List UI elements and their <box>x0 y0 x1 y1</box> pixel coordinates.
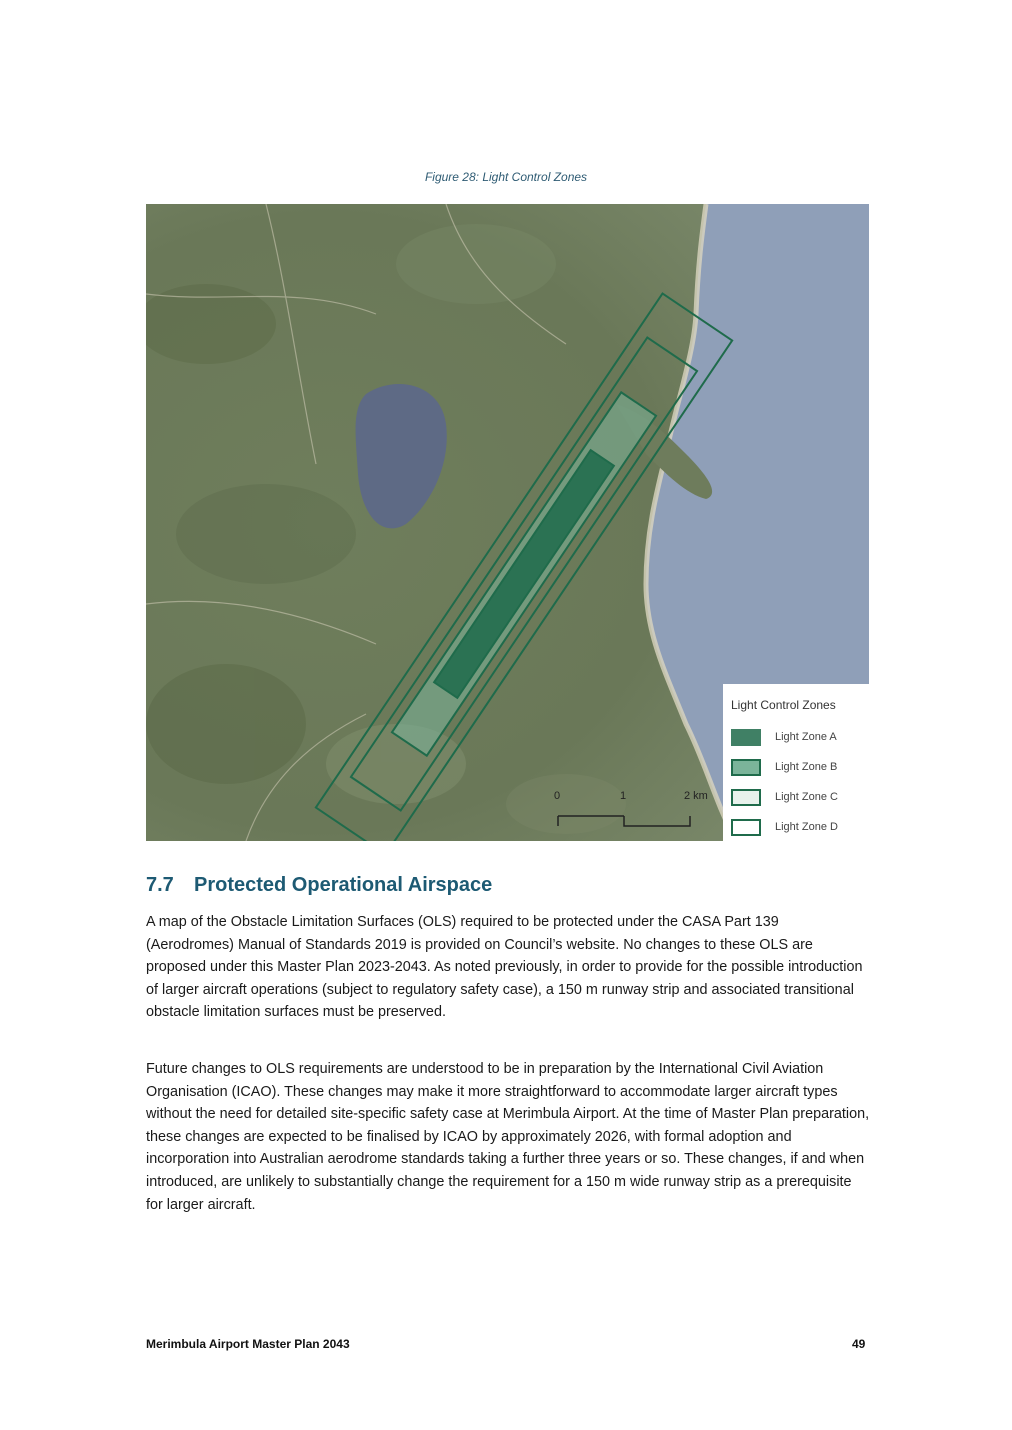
paragraph: Future changes to OLS requirements are understood to be in preparation by the International Civil Aviation Organisation (ICAO). These changes may make it more straightforward to accommodate larger aircraft types without the need for detailed site-specific safety case at Merimbula Airport. At the time of Master Plan preparation, these changes are expected to be finalised by ICAO by approximately 2026, with formal adoption and incorporation into Australian aerodrome standards taking a further three years or so. These changes, if and when introduced, are unlikely to substantially change the requirement for a 150 m wide runway strip as a prerequisite for larger aircraft. <box>146 1061 870 1213</box>
legend-item-zone-d <box>731 812 869 841</box>
legend-label: Light Zone B <box>775 761 838 773</box>
footer-title: Merimbula Airport Master Plan 2043 <box>146 1337 350 1351</box>
legend-swatch-zone-d <box>731 819 761 836</box>
scale-label-2km: 2 km <box>684 790 708 802</box>
legend-item-zone-a <box>731 722 869 752</box>
paragraph: A map of the Obstacle Limitation Surfaces (OLS) required to be protected under the CASA Part 139 (Aerodromes) Manual of Standards 2019 is provided on Council’s website. No changes to these OLS are proposed under this Master Plan 2023-2043. As noted previously, in order to provide for the possible introduction of larger aircraft operations (subject to regulatory safety case), a 150 m runway strip and associated transitional obstacle limitation surfaces must be preserved. <box>146 914 863 1021</box>
legend-swatch-zone-a <box>731 729 761 746</box>
scale-label-0: 0 <box>554 790 561 802</box>
page-number: 49 <box>852 1337 866 1351</box>
legend-label: Light Zone C <box>775 791 838 803</box>
section-title: Protected Operational Airspace <box>194 874 493 896</box>
figure-caption: Figure 28: Light Control Zones <box>424 170 588 184</box>
map-legend <box>723 684 869 841</box>
legend-item-zone-c <box>731 782 869 812</box>
legend-label: Light Zone D <box>775 821 838 833</box>
legend-title: Light Control Zones <box>731 698 836 712</box>
scale-label-1: 1 <box>620 790 627 802</box>
legend-swatch-zone-b <box>731 759 761 776</box>
light-control-zones-map <box>146 204 869 841</box>
legend-swatch-zone-c <box>731 789 761 806</box>
legend-label: Light Zone A <box>775 731 837 743</box>
legend-item-zone-b <box>731 752 869 782</box>
section-heading <box>146 874 492 897</box>
section-number: 7.7 <box>146 874 174 896</box>
